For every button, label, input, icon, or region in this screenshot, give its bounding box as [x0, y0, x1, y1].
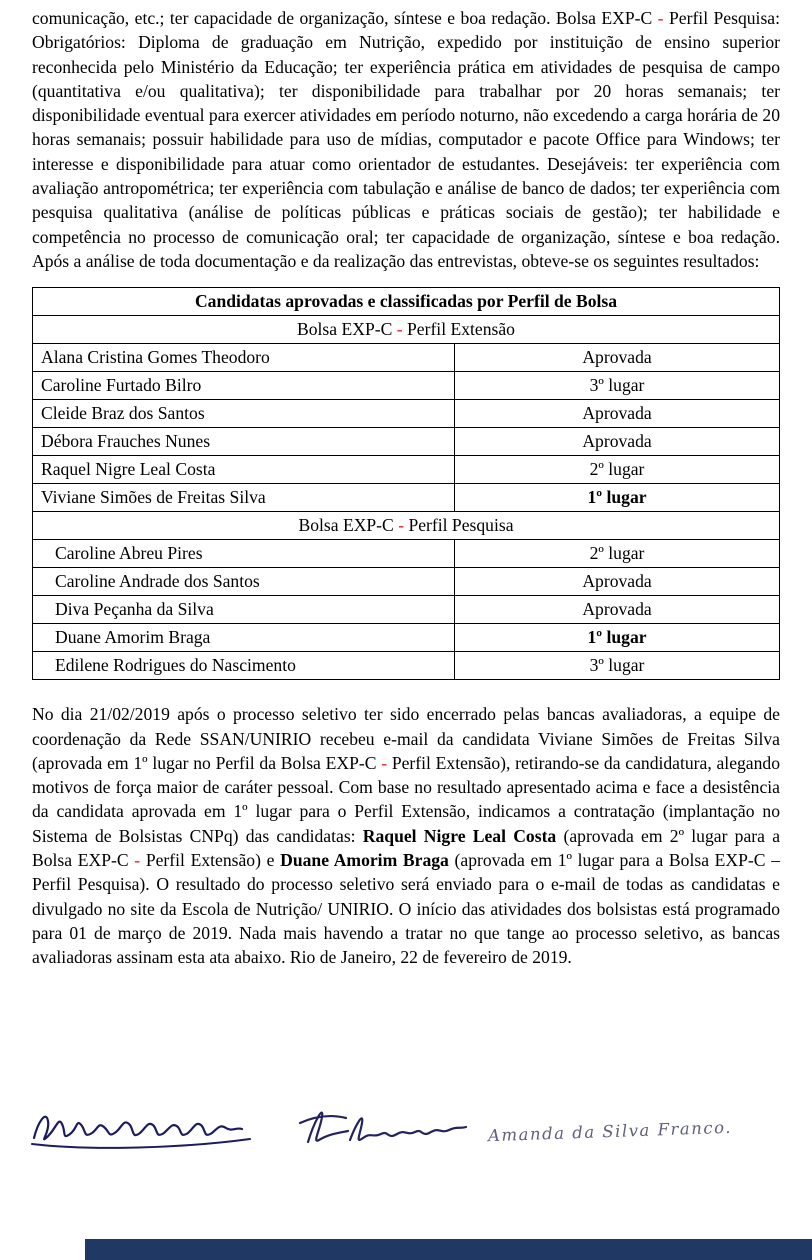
table-row — [33, 652, 780, 680]
candidate-result: 2º lugar — [455, 540, 780, 568]
table-row — [33, 428, 780, 456]
section-header-pesquisa: Bolsa EXP-C - Perfil Pesquisa — [33, 512, 780, 540]
candidate-name: Alana Cristina Gomes Theodoro — [33, 344, 455, 372]
candidate-result: 2º lugar — [455, 456, 780, 484]
section-header-extensao: Bolsa EXP-C - Perfil Extensão — [33, 316, 780, 344]
candidate-result: Aprovada — [455, 596, 780, 624]
table-row — [33, 568, 780, 596]
table-row — [33, 344, 780, 372]
table-title-row — [33, 288, 780, 316]
signature-3-handwriting: Amanda da Silva Franco. — [487, 1117, 733, 1146]
table-section-header-row — [33, 512, 780, 540]
table-row — [33, 456, 780, 484]
candidate-name: Duane Amorim Braga — [33, 624, 455, 652]
candidate-result: 1º lugar — [455, 484, 780, 512]
paragraph-requirements: comunicação, etc.; ter capacidade de organização, síntese e boa redação. Bolsa EXP-C - Perfil Pesquisa: Obrigatórios: Diploma de graduação em Nutrição, expedido por instituição de ensino superior reconhecida pelo Ministério da Educação; ter experiência prática em atividades de pesquisa de campo (quantitativa e/ou qualitativa); ter disponibilidade para trabalhar por 20 horas semanais; ter disponibilidade eventual para exercer atividades em período noturno, não excedendo a carga horária de 20 horas semanais; possuir habilidade para uso de mídias, computador e pacote Office para Windows; ter interesse e disponibilidade para atuar como orientador de estudantes. Desejáveis: ter experiência com avaliação antropométrica; ter experiência com tabulação e análise de banco de dados; ter experiência com pesquisa qualitativa (análise de políticas públicas e práticas sociais de gestão); ter habilidade e competência no processo de comunicação oral; ter capacidade de organização, síntese e boa redação. Após a análise de toda documentação e da realização das entrevistas, obteve-se os seguintes resultados: — [32, 8, 780, 271]
candidate-name: Raquel Nigre Leal Costa — [33, 456, 455, 484]
candidate-name: Diva Peçanha da Silva — [33, 596, 455, 624]
candidate-name: Cleide Braz dos Santos — [33, 400, 455, 428]
candidate-result: 3º lugar — [455, 372, 780, 400]
signature-1-handwriting — [28, 1098, 263, 1156]
table-row — [33, 484, 780, 512]
candidate-result: Aprovada — [455, 428, 780, 456]
table-row — [33, 624, 780, 652]
signature-2-handwriting — [292, 1096, 474, 1154]
table-row — [33, 400, 780, 428]
candidate-name: Caroline Furtado Bilro — [33, 372, 455, 400]
candidate-name: Débora Frauches Nunes — [33, 428, 455, 456]
candidate-result: Aprovada — [455, 568, 780, 596]
candidate-name: Edilene Rodrigues do Nascimento — [33, 652, 455, 680]
table-title: Candidatas aprovadas e classificadas por Perfil de Bolsa — [33, 288, 780, 316]
table-row — [33, 372, 780, 400]
candidate-result: Aprovada — [455, 344, 780, 372]
candidate-name: Viviane Simões de Freitas Silva — [33, 484, 455, 512]
results-table — [32, 287, 780, 680]
table-row — [33, 596, 780, 624]
paragraph-result-announcement: No dia 21/02/2019 após o processo seletivo ter sido encerrado pelas bancas avaliadoras, a equipe de coordenação da Rede SSAN/UNIRIO recebeu e-mail da candidata Viviane Simões de Freitas Silva (aprovada em 1º lugar no Perfil da Bolsa EXP-C - Perfil Extensão), retirando-se da candidatura, alegando motivos de força maior de caráter pessoal. Com base no resultado apresentado acima e face a desistência da candidata aprovada em 1º lugar para o Perfil Extensão, indicamos a contratação (implantação no Sistema de Bolsistas CNPq) das candidatas: Raquel Nigre Leal Costa (aprovada em 2º lugar para a Bolsa EXP-C - Perfil Extensão) e Duane Amorim Braga (aprovada em 1º lugar para a Bolsa EXP-C – Perfil Pesquisa). O resultado do processo seletivo será enviado para o e-mail de todas as candidatas e divulgado no site da Escola de Nutrição/ UNIRIO. O início das atividades dos bolsistas está programado para 01 de março de 2019. Nada mais havendo a tratar no que tange ao processo seletivo, as bancas avaliadoras assinam esta ata abaixo. Rio de Janeiro, 22 de fevereiro de 2019. — [32, 704, 781, 968]
candidate-result: 1º lugar — [455, 624, 780, 652]
candidate-name: Caroline Andrade dos Santos — [33, 568, 455, 596]
signatures-row — [0, 1090, 812, 1180]
candidate-result: 3º lugar — [455, 652, 780, 680]
footer-bar — [85, 1239, 812, 1260]
table-section-header-row — [33, 316, 780, 344]
candidate-name: Caroline Abreu Pires — [33, 540, 455, 568]
candidate-result: Aprovada — [455, 400, 780, 428]
table-row — [33, 540, 780, 568]
